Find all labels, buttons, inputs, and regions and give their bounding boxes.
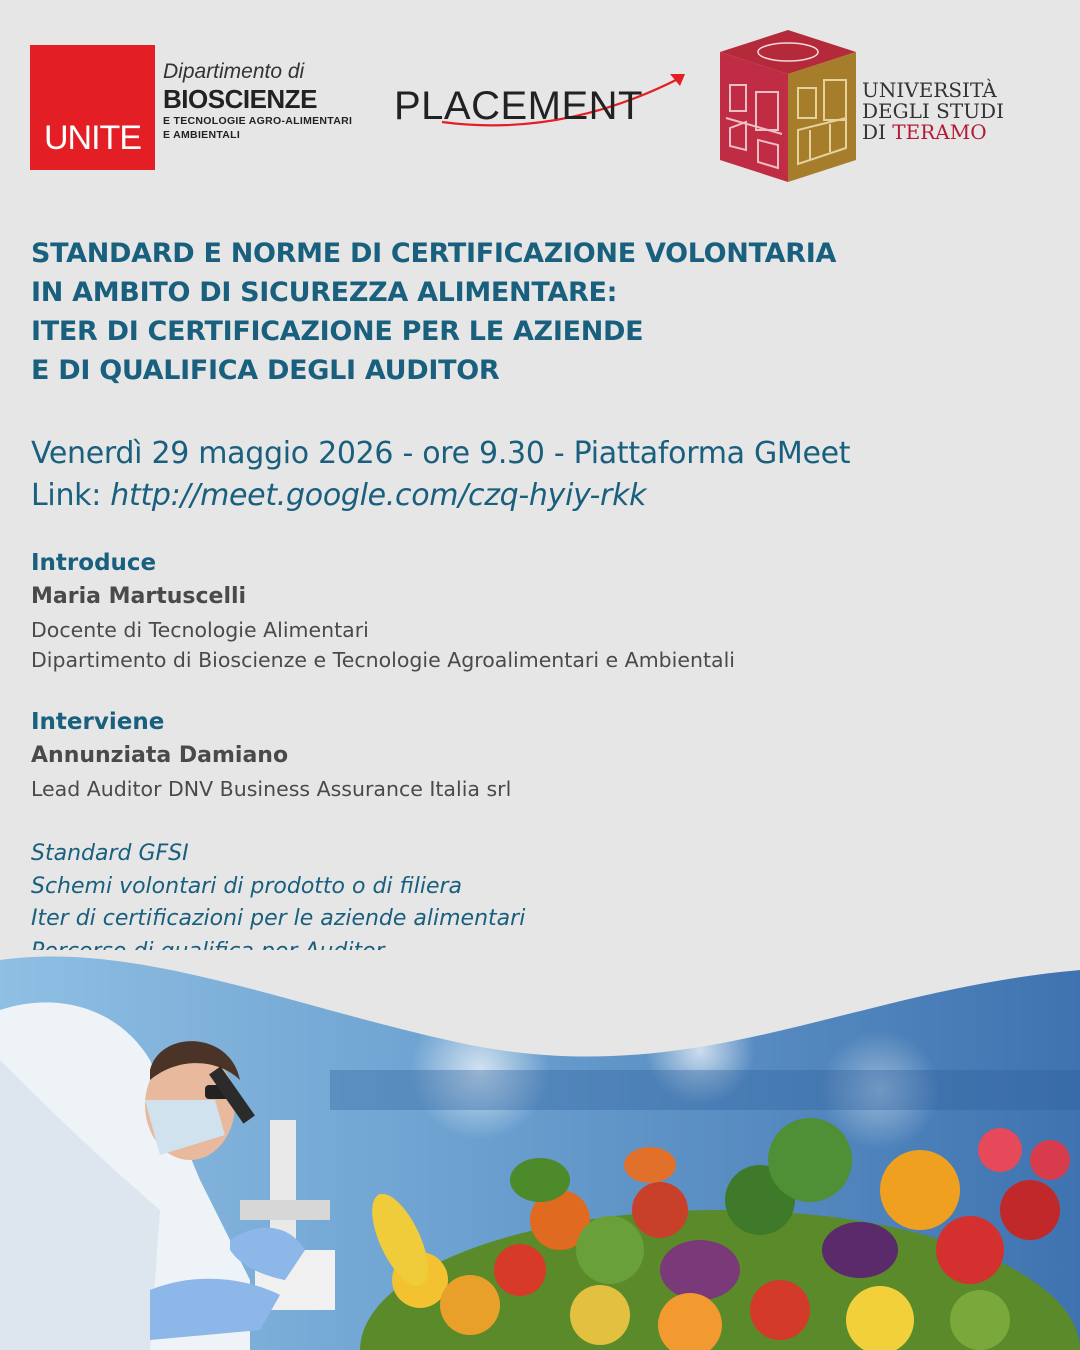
lab-vegetables-photo bbox=[0, 950, 1080, 1350]
university-cube-logo-icon bbox=[718, 30, 858, 185]
placement-logo: PLACEMENT bbox=[394, 84, 643, 128]
event-title-line: E DI QUALIFICA DEGLI AUDITOR bbox=[31, 355, 500, 386]
topic-item: Iter di certificazioni per le aziende alimentari bbox=[31, 906, 526, 931]
introduce-heading: Introduce bbox=[31, 550, 157, 576]
interviene-speaker-role: Lead Auditor DNV Business Assurance Italia srl bbox=[31, 777, 512, 801]
event-link-label: Link: bbox=[31, 478, 111, 513]
unite-logo bbox=[30, 45, 155, 170]
topic-list bbox=[31, 838, 525, 968]
introduce-speaker-name: Maria Martuscelli bbox=[31, 584, 247, 609]
department-name: BIOSCIENZE bbox=[163, 84, 317, 114]
event-title bbox=[31, 234, 1061, 390]
university-name-teramo: TERAMO bbox=[892, 120, 987, 144]
department-sub-line2: E AMBIENTALI bbox=[163, 129, 241, 141]
university-name-line3 bbox=[862, 122, 1004, 143]
university-name bbox=[862, 80, 1004, 143]
university-name-di: DI bbox=[862, 120, 893, 144]
introduce-speaker-department: Dipartimento di Bioscienze e Tecnologie Agroalimentari e Ambientali bbox=[31, 648, 735, 672]
event-title-line: STANDARD E NORME DI CERTIFICAZIONE VOLONTARIA bbox=[31, 238, 837, 269]
meeting-link[interactable]: http://meet.google.com/czq-hyiy-rkk bbox=[110, 478, 647, 513]
department-logo bbox=[163, 60, 352, 142]
event-link-row bbox=[31, 475, 850, 517]
university-name-line2: DEGLI STUDI bbox=[862, 99, 1004, 123]
topic-item: Standard GFSI bbox=[31, 841, 189, 866]
department-sub-line1: E TECNOLOGIE AGRO-ALIMENTARI bbox=[163, 115, 353, 127]
event-details bbox=[31, 433, 850, 517]
topic-item: Schemi volontari di prodotto o di filiera bbox=[31, 873, 463, 899]
event-date: Venerdì 29 maggio 2026 - ore 9.30 - Piattaforma GMeet bbox=[31, 436, 851, 471]
university-name-line1: UNIVERSITÀ bbox=[862, 78, 997, 102]
interviene-speaker-name: Annunziata Damiano bbox=[31, 743, 289, 768]
introduce-speaker-role: Docente di Tecnologie Alimentari bbox=[31, 618, 369, 642]
department-prefix: Dipartimento di bbox=[163, 60, 305, 83]
unite-logo-text: UNITE bbox=[44, 119, 141, 157]
interviene-heading: Interviene bbox=[31, 709, 165, 735]
event-title-line: IN AMBITO DI SICUREZZA ALIMENTARE: bbox=[31, 277, 618, 308]
event-title-line: ITER DI CERTIFICAZIONE PER LE AZIENDE bbox=[31, 316, 644, 347]
